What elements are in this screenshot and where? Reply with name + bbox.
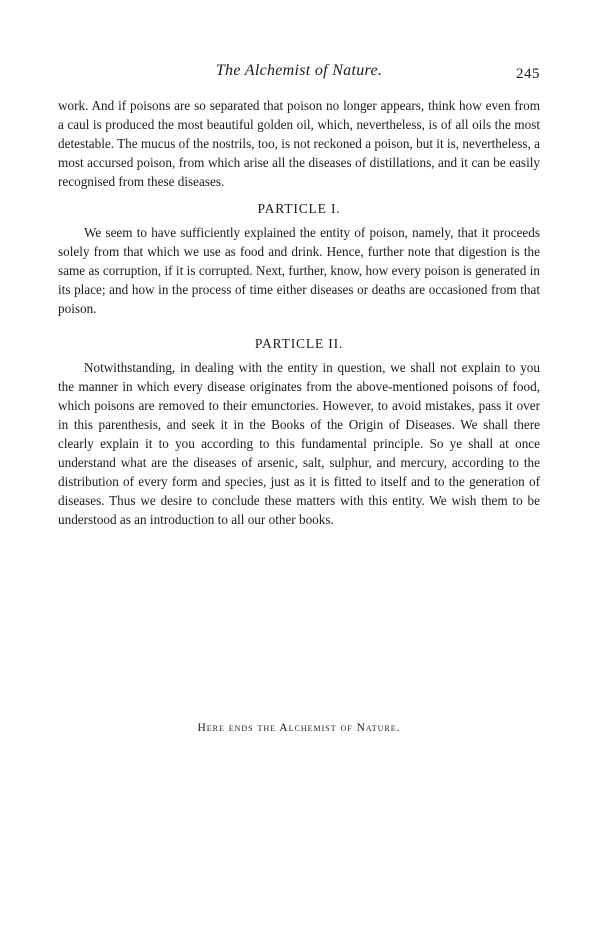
continuation-paragraph: work. And if poisons are so separated that poison no longer appears, think how even from a caul is produced the most beautiful golden oil, which, nevertheless, is of all oils the most detestable. The mucus of the nostrils, too, is not reckoned a poison, but it is, nevertheless, a most accursed poison, from which arise all the diseases of distillations, and it can be easily recognised from these diseases. <box>58 98 540 189</box>
running-head <box>58 62 540 86</box>
colophon: Here ends the Alchemist of Nature. <box>197 722 401 734</box>
body-text <box>58 96 540 529</box>
particle-2-paragraph: Notwithstanding, in dealing with the entity in question, we shall not explain to you the manner in which every disease originates from the above-mentioned poisons of food, which poisons are removed to their emunctories. However, to avoid mistakes, pass it over in this parenthesis, and seek it in the Books of the Origin of Diseases. We shall there clearly explain it to you according to this fundamental principle. So ye shall at once understand what are the diseases of arsenic, salt, sulphur, and mercury, according to the distribution of every form and species, just as it is fitted to itself and to the generation of diseases. Thus we desire to conclude these matters with this entity. We wish them to be understood as an introduction to all our other books. <box>58 360 540 527</box>
particle-2-heading: PARTICLE II. <box>254 336 344 351</box>
running-title: The Alchemist of Nature. <box>215 62 383 79</box>
particle-1-heading: PARTICLE I. <box>257 201 341 216</box>
page-number: 245 <box>516 66 540 82</box>
particle-1-paragraph: We seem to have sufficiently explained the entity of poison, namely, that it proceeds solely from that which we use as food and drink. Hence, further note that digestion is the same as corruption, if it is corrupted. Next, further, know, how every poison is generated in its place; and how in the process of time either diseases or deaths are occasioned from that poison. <box>58 225 540 316</box>
